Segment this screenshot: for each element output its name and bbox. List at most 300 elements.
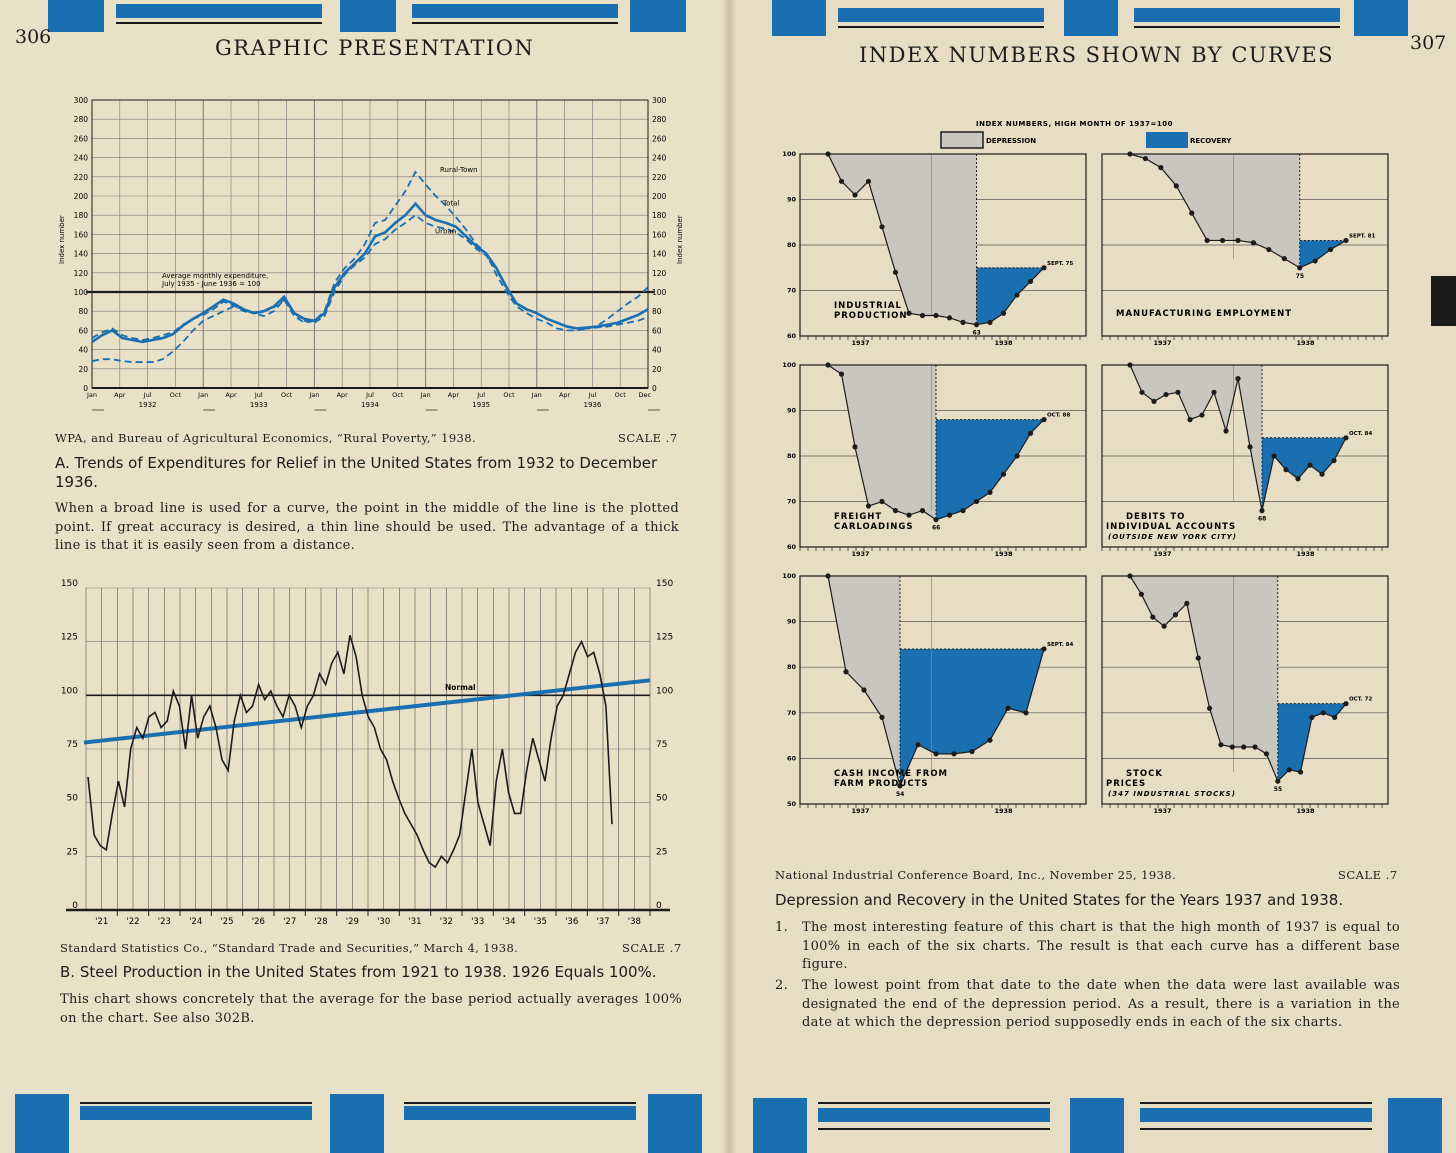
index-point: [1211, 390, 1216, 395]
recovery-area: [977, 268, 1045, 325]
index-point: [1283, 467, 1288, 472]
x-tick-label: '33: [471, 917, 485, 927]
bottom-deco-bar: [404, 1106, 636, 1120]
y-tick-label: 80: [786, 663, 796, 672]
y-tick-label-right: 120: [652, 268, 667, 278]
top-deco-rule: [116, 22, 322, 24]
bottom-deco-bar: [818, 1108, 1050, 1122]
index-point: [1174, 183, 1179, 188]
panel-title: CASH INCOME FROM: [834, 769, 949, 779]
index-point: [1321, 710, 1326, 715]
panel-title: MANUFACTURING EMPLOYMENT: [1116, 309, 1293, 319]
index-point: [1041, 646, 1046, 651]
index-point: [1162, 624, 1167, 629]
end-value-label: SEPT. 81: [1349, 233, 1376, 240]
bottom-deco-rule: [1140, 1128, 1372, 1130]
x-year-label: 1937: [1153, 550, 1172, 558]
y-tick-label-right: 60: [652, 326, 662, 336]
thumb-tab: [1431, 276, 1456, 326]
depression-area: [1130, 154, 1300, 268]
steel-production-line: [88, 635, 612, 867]
y-tick-label: 220: [73, 172, 88, 182]
index-point: [1271, 453, 1276, 458]
y-tick-label: 125: [60, 632, 78, 643]
end-value-label: SEPT. 75: [1047, 260, 1074, 267]
y-tick-label: 300: [73, 96, 88, 105]
x-tick-label: '30: [377, 917, 391, 927]
y-tick-label: 25: [66, 847, 78, 858]
index-point: [893, 270, 898, 275]
x-month-label: Oct: [280, 391, 293, 399]
figure-b-caption: B. Steel Production in the United States from 1921 to 1938. 1926 Equals 100%.: [60, 963, 657, 981]
y-tick-label: 70: [786, 497, 796, 506]
top-deco-bar: [116, 4, 322, 18]
x-tick-label: '23: [157, 917, 171, 927]
relief-chart: [40, 90, 740, 420]
bottom-deco-block: [753, 1098, 807, 1153]
index-point: [1251, 240, 1256, 245]
note-2-number: 2.: [775, 978, 789, 993]
top-deco-rule: [1134, 26, 1340, 28]
index-point: [852, 192, 857, 197]
y-tick-label-right: 125: [656, 632, 674, 643]
index-point: [1241, 744, 1246, 749]
legend-recovery-label: RECOVERY: [1190, 137, 1232, 145]
y-tick-label: 60: [786, 543, 796, 551]
y-tick-label-right: 240: [652, 153, 667, 163]
index-point: [1199, 412, 1204, 417]
y-tick-label: 60: [78, 326, 88, 336]
x-year-label: 1935: [472, 401, 491, 409]
index-point: [1343, 435, 1348, 440]
y-tick-label: 20: [78, 364, 88, 374]
annotation-label: Rural-Town: [440, 165, 478, 174]
x-month-label: Oct: [169, 391, 182, 399]
x-tick-label: '37: [596, 917, 610, 927]
y-tick-label: 150: [60, 579, 78, 589]
y-tick-label-right: 75: [656, 740, 668, 750]
panel-title: FARM PRODUCTS: [834, 779, 929, 789]
normal-label: Normal: [445, 683, 476, 693]
index-point: [1297, 265, 1302, 270]
index-point: [987, 490, 992, 495]
y-tick-label-right: 0: [652, 384, 657, 393]
x-tick-label: '22: [126, 917, 140, 927]
y-tick-label: 90: [786, 406, 796, 415]
y-tick-label: 200: [73, 192, 88, 201]
bottom-deco-block: [1388, 1098, 1442, 1153]
y-tick-label-right: 220: [652, 172, 667, 182]
depression-area: [1130, 576, 1278, 781]
index-point: [879, 224, 884, 229]
y-tick-label: 90: [786, 195, 796, 204]
index-point: [1207, 706, 1212, 711]
index-point: [1023, 710, 1028, 715]
x-tick-label: '28: [314, 917, 328, 927]
y-tick-label: 160: [73, 230, 88, 240]
bottom-deco-rule: [818, 1128, 1050, 1130]
index-point: [843, 669, 848, 674]
bottom-deco-bar: [80, 1106, 312, 1120]
index-point: [1014, 453, 1019, 458]
note-1-number: 1.: [775, 920, 789, 935]
index-point: [1220, 238, 1225, 243]
panel-title: INDIVIDUAL ACCOUNTS: [1106, 522, 1237, 532]
index-point: [1307, 463, 1312, 468]
bottom-deco-bar: [1140, 1108, 1372, 1122]
low-value-label: 63: [972, 329, 981, 337]
running-head: INDEX NUMBERS SHOWN BY CURVES: [859, 43, 1335, 67]
note-2: The lowest point from that date to the date when the data were last available was designated the end of the depression period. As a result, there is a variation in the date at which the depression period supposedly ends in each of the six charts.: [802, 978, 1400, 1030]
y-tick-label-right: 180: [652, 211, 667, 221]
low-value-label: 75: [1295, 272, 1305, 280]
index-point: [1287, 767, 1292, 772]
index-point: [920, 313, 925, 318]
x-year-label: 1938: [994, 339, 1013, 347]
y-tick-label: 40: [78, 345, 88, 355]
index-scale: SCALE .7: [1338, 868, 1398, 882]
x-month-label: Jul: [477, 391, 486, 399]
x-month-label: Jan: [420, 391, 431, 399]
index-point: [1005, 706, 1010, 711]
index-point: [1235, 238, 1240, 243]
y-tick-label-right: 200: [652, 192, 667, 201]
x-year-label: 1938: [1296, 807, 1315, 815]
end-value-label: OCT. 72: [1349, 696, 1373, 703]
index-point: [839, 179, 844, 184]
steel-chart: [40, 578, 740, 928]
page-number: 306: [15, 26, 52, 48]
end-value-label: OCT. 88: [1047, 412, 1071, 419]
index-point: [1139, 592, 1144, 597]
x-tick-label: '25: [220, 917, 234, 927]
x-month-label: Jul: [366, 391, 374, 399]
y-tick-label: 100: [60, 686, 78, 697]
figure-a-source: WPA, and Bureau of Agricultural Economics, “Rural Poverty,” 1938.: [55, 431, 477, 445]
y-tick-label: 120: [73, 268, 88, 278]
x-year-label: 1936: [583, 401, 602, 409]
panel-title: INDUSTRIAL: [834, 301, 902, 311]
y-tick-label-right: 280: [652, 115, 667, 125]
x-month-label: Oct: [614, 391, 626, 399]
top-deco-bar: [412, 4, 618, 18]
index-point: [1205, 238, 1210, 243]
index-point: [879, 715, 884, 720]
index-point: [1218, 742, 1223, 747]
index-point: [987, 738, 992, 743]
x-tick-label: '27: [283, 917, 297, 927]
top-deco-block: [1064, 0, 1118, 36]
x-year-label: 1938: [994, 807, 1013, 815]
y-tick-label: 100: [782, 150, 796, 158]
figure-a-caption: A. Trends of Expenditures for Relief in the United States from 1932 to December 1936.: [55, 454, 658, 491]
index-point: [1041, 417, 1046, 422]
bottom-deco-block: [330, 1094, 384, 1153]
x-tick-label: '34: [502, 917, 516, 927]
figure-b-source: Standard Statistics Co., “Standard Trade and Securities,” March 4, 1938.: [60, 941, 519, 955]
index-point: [974, 322, 979, 327]
index-point: [906, 513, 911, 518]
legend-title: INDEX NUMBERS, HIGH MONTH OF 1937=100: [976, 120, 1174, 128]
index-point: [866, 179, 871, 184]
depression-area: [1130, 365, 1262, 511]
index-panels: [728, 140, 1428, 820]
index-point: [1143, 156, 1148, 161]
x-tick-label: '32: [439, 917, 453, 927]
index-point: [861, 687, 866, 692]
panel-subtitle: (OUTSIDE NEW YORK CITY): [1108, 533, 1237, 541]
y-tick-label: 0: [72, 901, 78, 911]
right-page: [728, 0, 1456, 1153]
panel-title: PRICES: [1106, 779, 1147, 789]
x-tick-label: '35: [533, 917, 547, 927]
low-value-label: 54: [896, 790, 905, 798]
y-tick-label: 60: [786, 754, 796, 763]
top-deco-rule: [838, 26, 1044, 28]
y-tick-label-right: 50: [656, 793, 668, 804]
x-month-label: Jul: [588, 391, 597, 399]
low-value-label: 55: [1273, 786, 1283, 794]
recovery-area: [936, 420, 1044, 520]
index-point: [1295, 476, 1300, 481]
y-axis-title: Index number: [58, 215, 66, 264]
index-point: [1187, 417, 1192, 422]
legend-depression-label: DEPRESSION: [986, 137, 1037, 145]
index-point: [1259, 508, 1264, 513]
index-point: [1298, 769, 1303, 774]
panel-title: PRODUCTION: [834, 311, 908, 321]
x-tick-label: '24: [189, 917, 203, 927]
index-point: [933, 313, 938, 318]
index-point: [1173, 612, 1178, 617]
panel-title: FREIGHT: [834, 512, 883, 522]
y-tick-label-right: 0: [656, 901, 662, 911]
depression-area: [828, 154, 977, 325]
y-tick-label: 280: [73, 115, 88, 125]
x-tick-label: '29: [345, 917, 359, 927]
x-month-label: Jan: [198, 391, 209, 399]
index-point: [1247, 444, 1252, 449]
y-tick-label-right: 160: [652, 230, 667, 240]
end-value-label: OCT. 84: [1349, 430, 1373, 437]
x-year-label: 1938: [994, 550, 1013, 558]
y-tick-label: 50: [786, 800, 796, 808]
index-point: [866, 503, 871, 508]
index-point: [1223, 428, 1228, 433]
x-month-label: Jan: [309, 391, 320, 399]
depression-area: [828, 576, 900, 786]
y-tick-label: 180: [73, 211, 88, 221]
x-month-label: Apr: [225, 391, 237, 399]
index-point: [1163, 392, 1168, 397]
index-point: [974, 499, 979, 504]
x-month-label: Apr: [336, 391, 348, 399]
top-deco-bar: [1134, 8, 1340, 22]
figure-b-body: This chart shows concretely that the average for the base period actually averages 100% on the chart. See also 302B.: [60, 992, 682, 1026]
index-point: [920, 508, 925, 513]
y-tick-label: 50: [66, 793, 78, 804]
x-year-label: 1937: [1153, 339, 1172, 347]
x-month-label: Jul: [143, 391, 152, 399]
x-year-label: 1937: [851, 550, 870, 558]
y-tick-label-right: 80: [652, 307, 662, 317]
index-point: [879, 499, 884, 504]
x-month-label: Jan: [86, 391, 98, 399]
index-point: [1001, 311, 1006, 316]
note-1: The most interesting feature of this chart is that the high month of 1937 is equal to 100% in each of the six charts. The result is that each curve has a different base figure.: [802, 920, 1400, 972]
index-point: [1275, 779, 1280, 784]
index-point: [1328, 247, 1333, 252]
x-month-label: Jul: [254, 391, 263, 399]
index-point: [1282, 256, 1287, 261]
running-head: GRAPHIC PRESENTATION: [215, 36, 535, 60]
baseline-label: Average monthly expenditure,: [162, 272, 269, 280]
recovery-area: [900, 649, 1044, 786]
low-value-label: 66: [932, 524, 941, 532]
index-point: [893, 508, 898, 513]
index-point: [1266, 247, 1271, 252]
x-year-label: 1938: [1296, 339, 1315, 347]
x-year-label: 1938: [1296, 550, 1315, 558]
bottom-deco-rule: [404, 1102, 636, 1104]
x-month-label: Jan: [531, 391, 542, 399]
index-point: [951, 751, 956, 756]
index-point: [987, 320, 992, 325]
bottom-deco-block: [1070, 1098, 1124, 1153]
y-tick-label: 75: [66, 740, 78, 750]
index-point: [1189, 211, 1194, 216]
index-point: [1151, 399, 1156, 404]
x-tick-label: '31: [408, 917, 422, 927]
top-deco-block: [772, 0, 826, 36]
y-tick-label-right: 25: [656, 847, 668, 858]
index-point: [969, 749, 974, 754]
x-tick-label: '21: [95, 917, 109, 927]
y-tick-label-right: 40: [652, 345, 662, 355]
y-tick-label: 80: [786, 241, 796, 249]
index-point: [1235, 376, 1240, 381]
x-tick-label: '38: [627, 917, 641, 927]
panel-title: CARLOADINGS: [834, 522, 914, 532]
index-point: [839, 372, 844, 377]
x-tick-label: '26: [251, 917, 265, 927]
index-point: [915, 742, 920, 747]
index-point: [1332, 715, 1337, 720]
y-tick-label: 100: [73, 288, 88, 297]
low-value-label: 68: [1258, 515, 1267, 523]
figure-a-scale: SCALE .7: [618, 431, 678, 445]
index-point: [1028, 431, 1033, 436]
y-tick-label-right: 300: [652, 96, 667, 105]
bottom-deco-rule: [1140, 1102, 1372, 1104]
index-point: [1264, 751, 1269, 756]
index-point: [1313, 258, 1318, 263]
y-tick-label: 140: [73, 249, 88, 259]
x-year-label: 1934: [361, 401, 379, 409]
y-tick-label: 100: [782, 572, 796, 580]
index-point: [1343, 701, 1348, 706]
index-point: [933, 751, 938, 756]
page-number: 307: [1410, 32, 1447, 54]
y-tick-label-right: 100: [656, 686, 674, 697]
bottom-deco-rule: [80, 1102, 312, 1104]
x-year-label: 1933: [249, 401, 268, 409]
top-deco-rule: [412, 22, 618, 24]
index-point: [960, 508, 965, 513]
y-tick-label-right: 100: [652, 288, 667, 297]
top-deco-block: [48, 0, 104, 32]
top-deco-block: [630, 0, 686, 32]
x-month-label: Oct: [503, 391, 515, 399]
index-point: [1343, 238, 1348, 243]
x-year-label: 1937: [851, 339, 870, 347]
index-point: [933, 517, 938, 522]
annotation-label: Urban: [435, 227, 457, 236]
index-point: [960, 320, 965, 325]
top-deco-block: [1354, 0, 1408, 36]
index-point: [1001, 472, 1006, 477]
top-deco-block: [340, 0, 396, 32]
y-tick-label: 240: [73, 153, 88, 163]
bottom-deco-rule: [818, 1102, 1050, 1104]
y-tick-label-right: 150: [656, 579, 674, 589]
x-month-label: Apr: [447, 391, 460, 399]
y-tick-label-right: 140: [652, 249, 667, 259]
index-caption: Depression and Recovery in the United States for the Years 1937 and 1938.: [775, 891, 1344, 909]
index-point: [1028, 279, 1033, 284]
index-point: [947, 315, 952, 320]
panel-title: DEBITS TO: [1126, 512, 1186, 522]
y-tick-label: 260: [73, 134, 88, 144]
index-point: [947, 513, 952, 518]
bottom-deco-block: [648, 1094, 702, 1153]
index-point: [1184, 601, 1189, 606]
figure-b-scale: SCALE .7: [622, 941, 682, 955]
y-tick-label: 60: [786, 332, 796, 340]
x-year-label: 1937: [851, 807, 870, 815]
baseline-label: July 1935 - June 1936 = 100: [162, 280, 261, 288]
top-deco-bar: [838, 8, 1044, 22]
index-point: [1196, 655, 1201, 660]
y-tick-label: 70: [786, 286, 796, 295]
panel-subtitle: (347 INDUSTRIAL STOCKS): [1108, 790, 1236, 798]
y-tick-label: 80: [78, 307, 88, 317]
y-tick-label-right: 20: [652, 364, 662, 374]
x-month-label: Dec: [638, 391, 652, 399]
y-tick-label: 0: [83, 384, 88, 393]
index-point: [1175, 390, 1180, 395]
x-month-label: Oct: [392, 391, 404, 399]
figure-a-body: When a broad line is used for a curve, the point in the middle of the line is the plotted point. If great accuracy is desired, a thin line should be used. The advantage of a thick line is that it is easily seen from a distance.: [55, 501, 679, 553]
index-point: [1158, 165, 1163, 170]
y-tick-label: 70: [786, 708, 796, 717]
bottom-deco-block: [15, 1094, 69, 1153]
book-gutter: [722, 0, 736, 1153]
y-axis-title-right: Index number: [676, 215, 684, 264]
index-point: [1139, 390, 1144, 395]
y-tick-label: 80: [786, 452, 796, 460]
y-tick-label: 90: [786, 617, 796, 626]
index-point: [1230, 744, 1235, 749]
recovery-area: [1262, 438, 1346, 511]
x-year-label: 1932: [138, 401, 157, 409]
x-month-label: Apr: [114, 391, 126, 399]
index-point: [852, 444, 857, 449]
index-point: [1014, 292, 1019, 297]
y-tick-label-right: 260: [652, 134, 667, 144]
index-source: National Industrial Conference Board, Inc., November 25, 1938.: [775, 868, 1177, 882]
index-point: [1150, 614, 1155, 619]
